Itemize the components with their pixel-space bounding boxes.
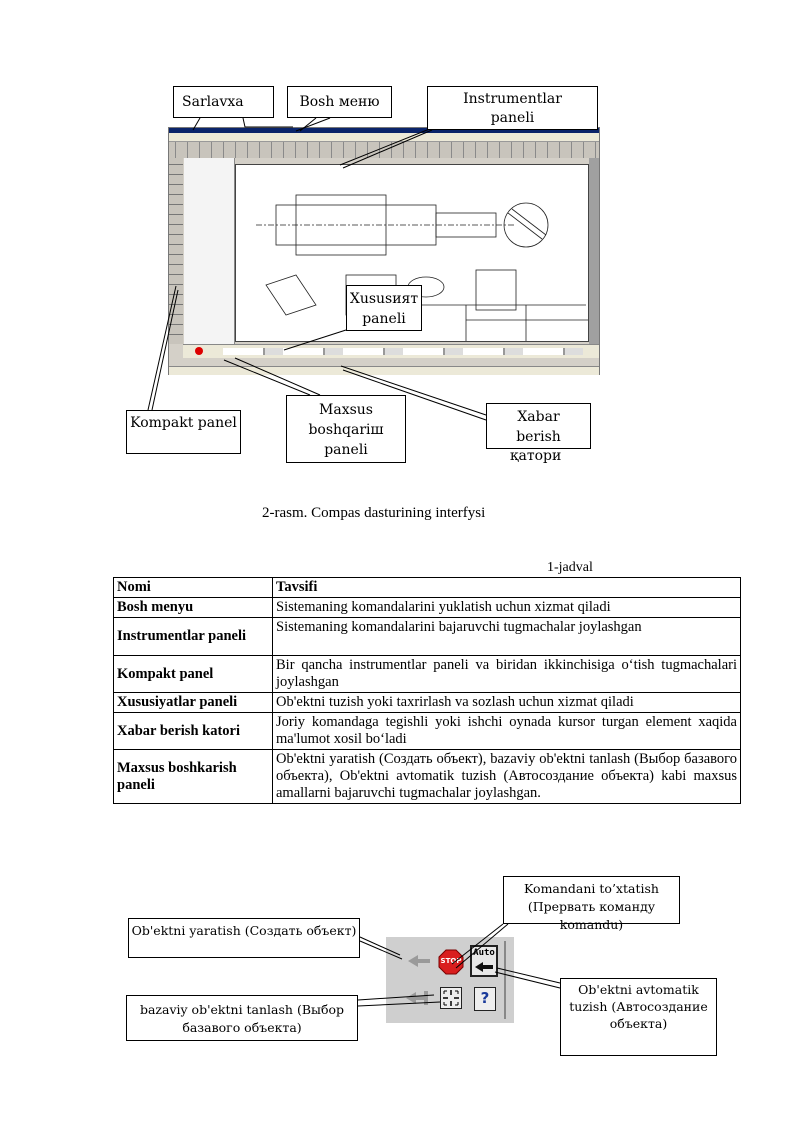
table-header-row [114, 578, 741, 598]
table-label: 1-jadval [547, 560, 593, 575]
callout-instrumentlar: Instrumentlar paneli [427, 86, 598, 130]
table-row: Xabar berish katori Joriy komandaga tegishli yoki ishchi oynada kursor turgan element xaqida ma'lumot xosil bo‘ladi [114, 713, 741, 750]
callout-maxsus: Maxsus boshqariш paneli [286, 395, 406, 463]
description-table [113, 577, 741, 804]
callout-xususiyat: Xususият paneli [346, 285, 422, 331]
table-row: Xususiyatlar paneli Ob'ektni tuzish yoki taxrirlash va sozlash uchun xizmat qiladi [114, 693, 741, 713]
figure1-caption: 2-rasm. Compas dasturining interfysi [262, 505, 486, 521]
table-row: Bosh menyu Sistemaning komandalarini yuklatish uchun xizmat qiladi [114, 598, 741, 618]
stop-label: STOP [440, 957, 462, 965]
callout-bosh-menyu: Bosh меню [287, 86, 392, 118]
callout-sarlavxa: Sarlavxa [173, 86, 274, 118]
table-row: Instrumentlar paneli Sistemaning komandalarini bajaruvchi tugmachalar joylashgan [114, 618, 741, 656]
header-tavsifi: Tavsifi [273, 578, 741, 598]
callout-yaratish: Ob'ektni yaratish (Создать объект) [128, 918, 360, 958]
callout-xabar: Xabar berish [486, 403, 591, 449]
callout-komandani: Komandani to’xtatish (Прервать команду komandu) [503, 876, 680, 924]
auto-label: Auto [473, 948, 495, 958]
header-nomi: Nomi [114, 578, 273, 598]
help-icon: ? [480, 989, 490, 1007]
table-row: Kompakt panel Bir qancha instrumentlar paneli va biridan ikkinchisiga o‘tish tugmachalari joylashgan [114, 656, 741, 693]
callout-xabar-overflow: қатори [510, 448, 562, 464]
callout-kompakt: Kompakt panel [126, 410, 241, 454]
table-row: Maxsus boshkarish paneli Ob'ektni yaratish (Создать объект), bazaviy ob'ektni tanlash (Выбор базавого объекта), Ob'ektni avtomatik tuzish (Автосоздание объекта) kabi maxsus amallarni bajaruvchi tugmachalar joylashgan. [114, 750, 741, 804]
callout-bazaviy: bazaviy ob'ektni tanlash (Выбор базавого объекта) [126, 995, 358, 1041]
callout-avto: Ob'ektni avtomatik tuzish (Автосоздание объекта) [560, 978, 717, 1056]
